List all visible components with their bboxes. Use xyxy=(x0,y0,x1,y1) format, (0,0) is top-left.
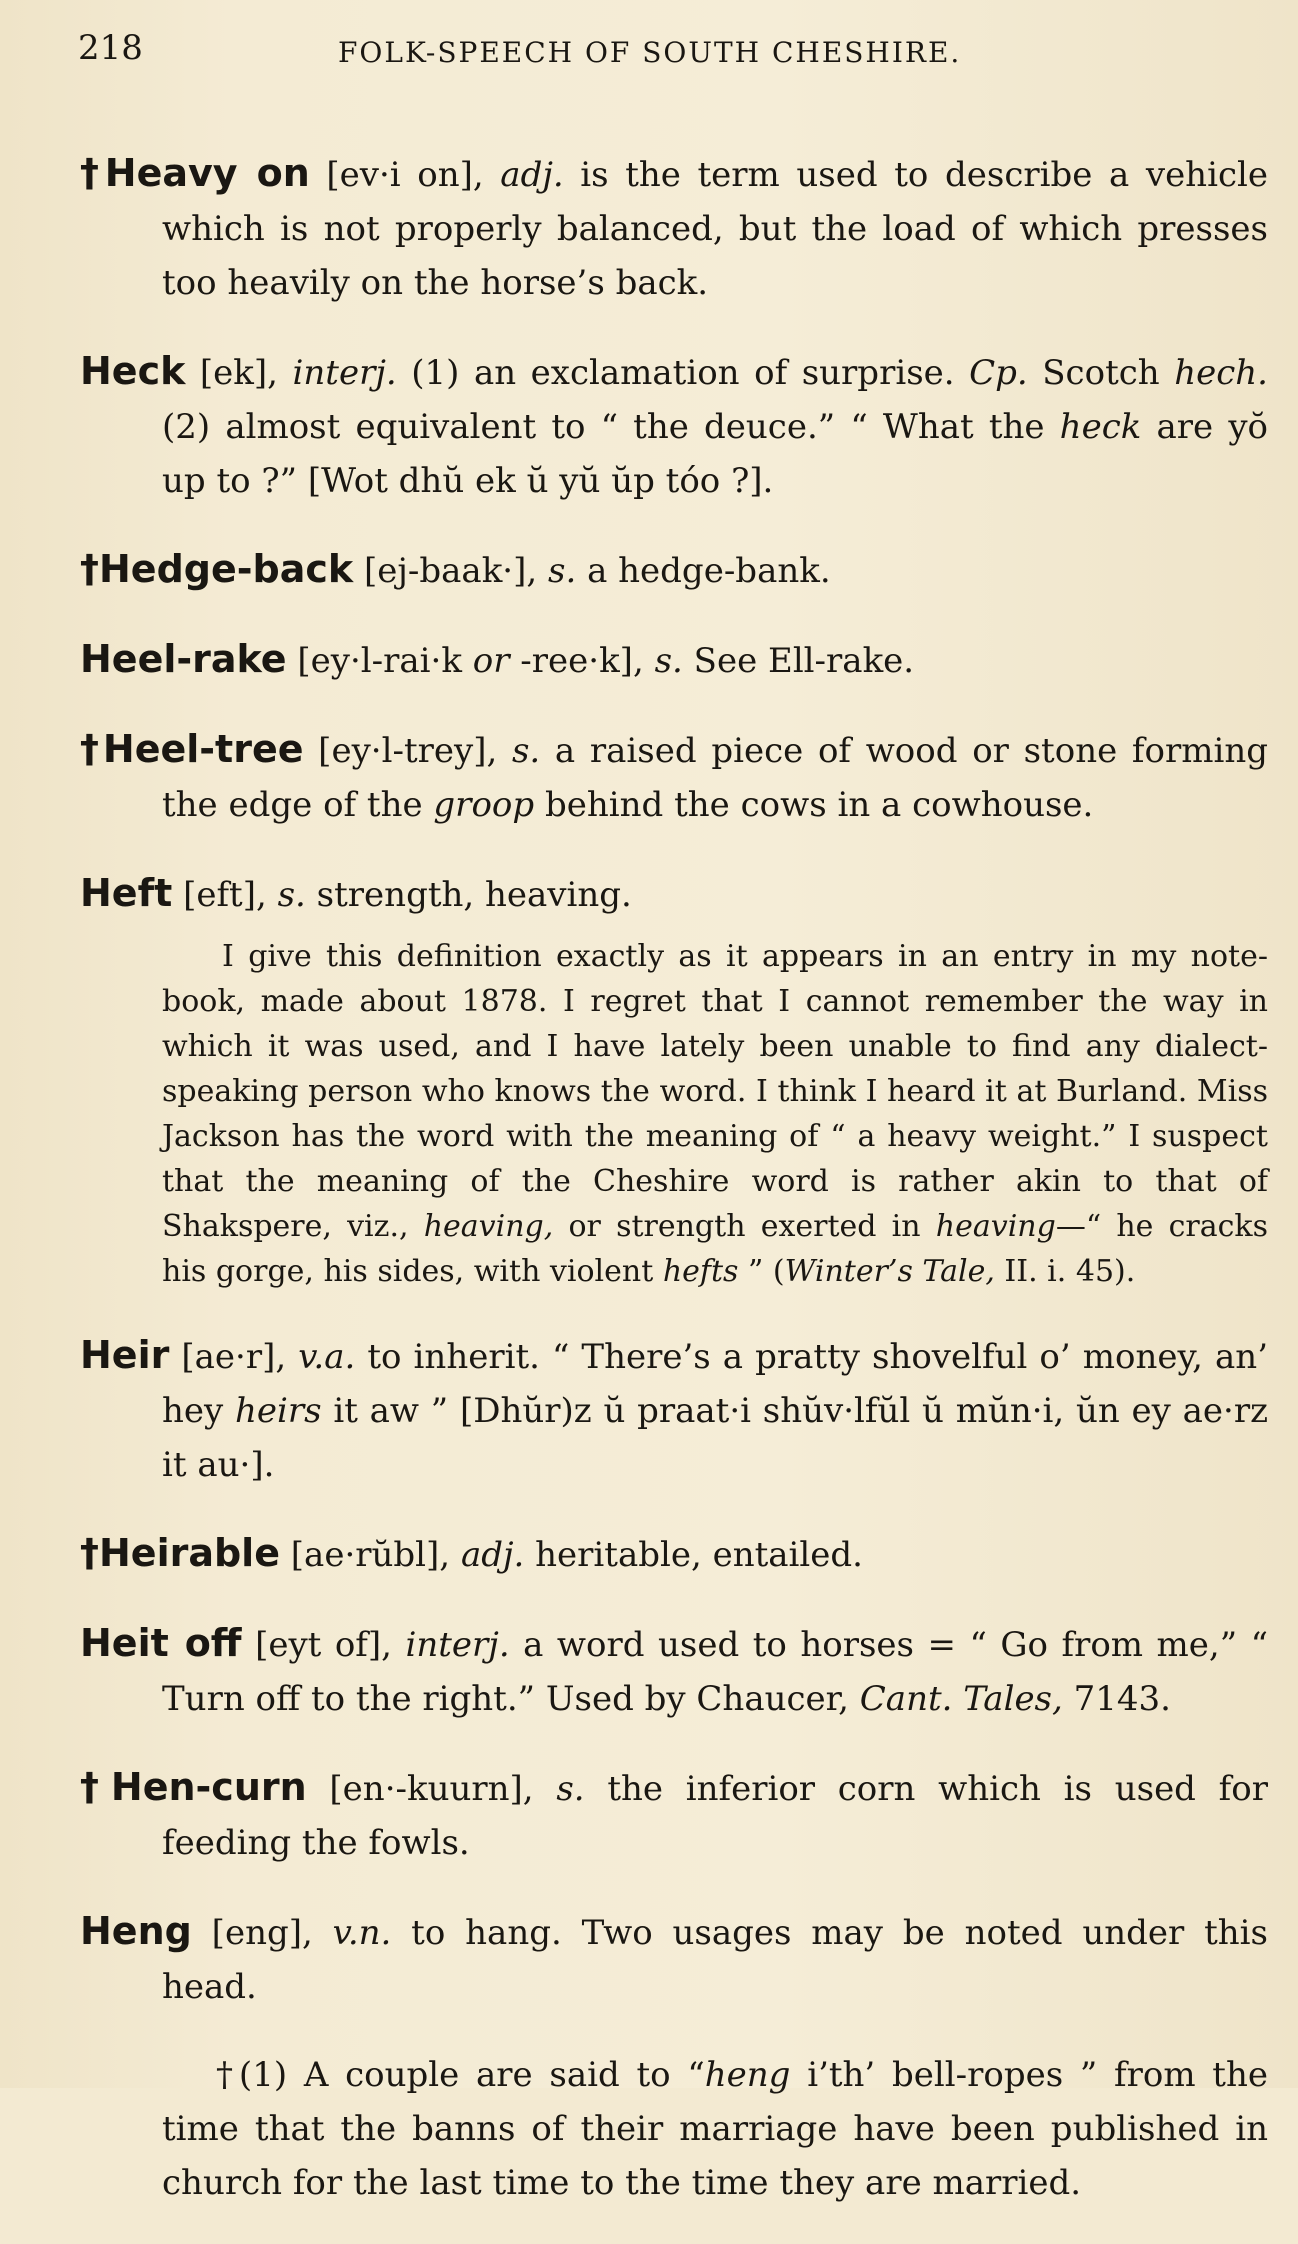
part-of-speech: v.a. xyxy=(298,1337,356,1377)
note-text: II. i. 45). xyxy=(994,1254,1136,1289)
part-of-speech: s. xyxy=(277,875,306,915)
headword: †Heavy on xyxy=(80,151,310,195)
entry-heel-tree xyxy=(80,722,1268,832)
pronunciation: [eng], xyxy=(191,1913,333,1953)
headword: †Heel-tree xyxy=(80,727,304,771)
definition: behind the cows in a cowhouse. xyxy=(534,785,1094,825)
definition: it aw ” [Dhŭr)z ŭ praat·i shŭv·lfŭl ŭ mŭn·i, ŭn ey ae·rz it au·]. xyxy=(162,1391,1268,1485)
note-text: I give this definition exactly as it appears in an entry in my note-book, made about 1878. I regret that I cannot remember the way in which it was used, and I have lately been unable to find any dialect-speaking person who knows the word. I think I heard it at Burland. Miss Jackson has the word with the meaning of “ a heavy weight.” I suspect that the meaning of the Cheshire word is rather akin to that of Shakspere, viz., xyxy=(162,939,1268,1244)
entry-hen-curn xyxy=(80,1760,1268,1870)
definition: heritable, entailed. xyxy=(524,1535,863,1575)
pronunciation: -ree·k], xyxy=(509,641,655,681)
definition: a raised piece of wood or stone forming the edge of the xyxy=(162,731,1268,825)
usage-text: †(1) A couple are said to “ xyxy=(216,2055,705,2095)
entry-heft xyxy=(80,866,1268,922)
pronunciation: [ey·l-rai·k xyxy=(286,641,473,681)
headword: Heft xyxy=(80,871,173,915)
definition: to inherit. “ There’s a pratty shovelful o’ money, an’ hey xyxy=(162,1337,1269,1431)
entry-heavy-on xyxy=(80,146,1268,310)
part-of-speech: interj. xyxy=(405,1625,510,1665)
example-word: hefts xyxy=(662,1254,739,1289)
pronunciation: [ae·rŭbl], xyxy=(279,1535,461,1575)
compare-abbrev: Cp. xyxy=(969,353,1028,393)
pronunciation: [ej-baak·], xyxy=(353,551,548,591)
note-text: or strength exerted in xyxy=(553,1209,936,1244)
headword: Heck xyxy=(80,349,186,393)
part-of-speech: adj. xyxy=(500,155,564,195)
example-word: heng xyxy=(704,2055,791,2095)
part-of-speech: interj. xyxy=(292,353,397,393)
part-of-speech: v.n. xyxy=(332,1913,392,1953)
headword: †Hedge-back xyxy=(80,547,354,591)
citation-title: Winter’s Tale, xyxy=(784,1254,995,1289)
part-of-speech: s. xyxy=(511,731,541,771)
headword: Heir xyxy=(80,1333,170,1377)
part-of-speech: adj. xyxy=(460,1535,525,1575)
citation-title: Cant. Tales, xyxy=(859,1679,1063,1719)
dictionary-entries xyxy=(80,112,1268,2244)
entry-heirable xyxy=(80,1526,1268,1582)
definition: the inferior corn which is used for feeding the fowls. xyxy=(162,1769,1268,1863)
running-title: FOLK-SPEECH OF SOUTH CHESHIRE. xyxy=(338,36,962,69)
note-text: ” ( xyxy=(738,1254,785,1289)
pronunciation: [ey·l-trey], xyxy=(303,731,512,771)
page-number: 218 xyxy=(78,28,143,68)
entry-heir xyxy=(80,1328,1268,1492)
definition: is the term used to describe a vehicle which is not properly balanced, but the load of which presses too heavily on the horse’s back. xyxy=(162,155,1268,303)
definition: a hedge-bank. xyxy=(576,551,831,591)
entry-heng-usage-1 xyxy=(80,2048,1268,2210)
example-word: heaving, xyxy=(423,1209,554,1244)
definition: to hang. Two usages may be noted under this head. xyxy=(162,1913,1268,2007)
running-head xyxy=(78,28,1238,72)
headword: Heng xyxy=(80,1909,192,1953)
entry-heck xyxy=(80,344,1268,508)
example-word: groop xyxy=(433,785,535,825)
headword: †Hen-curn xyxy=(80,1765,307,1809)
definition: are yŏ up to ?” [Wot dhŭ ek ŭ yŭ ŭp tóo ?]. xyxy=(162,407,1268,501)
example-word: heck xyxy=(1059,407,1142,447)
definition: (1) an exclamation of surprise. xyxy=(396,353,970,393)
part-of-speech: s. xyxy=(548,551,577,591)
pronunciation: [ek], xyxy=(185,353,293,393)
definition: a word used to horses = “ Go from me,” “ Turn off to the right.” Used by Chaucer, xyxy=(162,1625,1268,1719)
headword: †Heirable xyxy=(80,1531,280,1575)
entry-heft-note xyxy=(80,934,1268,1294)
pronunciation: [ae·r], xyxy=(169,1337,299,1377)
part-of-speech: s. xyxy=(556,1769,585,1809)
cross-reference: See Ell-rake. xyxy=(682,641,915,681)
definition: Scotch xyxy=(1027,353,1175,393)
example-word: heaving xyxy=(935,1209,1056,1244)
pronunciation: [en·-kuurn], xyxy=(306,1769,557,1809)
entry-heng xyxy=(80,1904,1268,2014)
definition: strength, heaving. xyxy=(305,875,632,915)
or-word: or xyxy=(472,641,510,681)
definition: (2) almost equivalent to “ the deuce.” “ What the xyxy=(162,407,1060,447)
pronunciation: [eft], xyxy=(172,875,278,915)
scotch-word: hech. xyxy=(1174,353,1268,393)
entry-heel-rake xyxy=(80,632,1268,688)
note-text: —“ he cracks his gorge, his sides, with violent xyxy=(162,1209,1268,1289)
headword: Heel-rake xyxy=(80,637,287,681)
entry-heit-off xyxy=(80,1616,1268,1726)
part-of-speech: s. xyxy=(654,641,683,681)
headword: Heit off xyxy=(80,1621,242,1665)
citation-number: 7143. xyxy=(1062,1679,1171,1719)
pronunciation: [eyt of], xyxy=(241,1625,406,1665)
example-word: heirs xyxy=(235,1391,322,1431)
entry-hedge-back xyxy=(80,542,1268,598)
pronunciation: [ev·i on], xyxy=(309,155,501,195)
usage-text: i’th’ bell-ropes ” from the time that the banns of their marriage have been published in church for the last time to the time they are married. xyxy=(162,2055,1268,2203)
